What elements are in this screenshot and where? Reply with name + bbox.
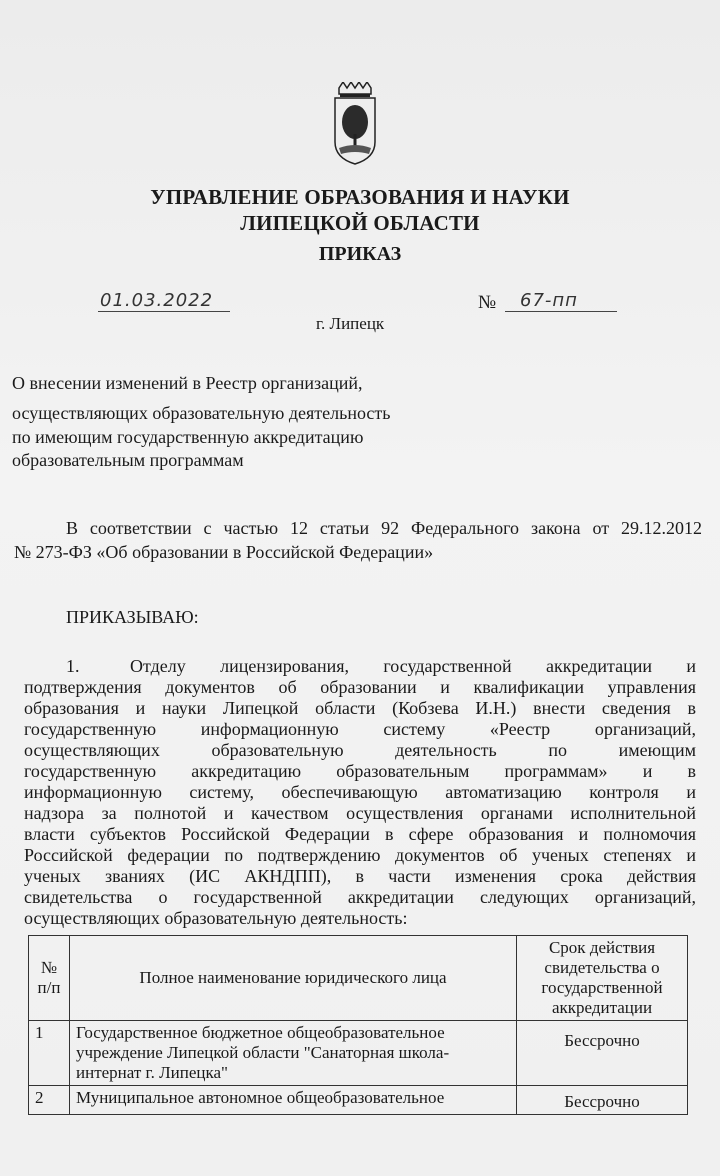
row-organization: Государственное бюджетное общеобразовательное учреждение Липецкой области "Санаторная школа-интернат г. Липецка" [70, 1021, 517, 1086]
item-line: Отделу лицензирования, государственной аккредитации и [130, 656, 696, 676]
item-line: Российской федерации по подтверждению документов об ученых степенях и [24, 845, 696, 865]
item-line: информационную систему, обеспечивающую автоматизацию контроля и [24, 782, 696, 802]
number-underline [505, 311, 617, 312]
item-line: государственную аккредитацию образовательным программам» и в [24, 761, 696, 781]
item-line: ученых званиях (ИС АКНДПП), в части изменения срока действия [24, 866, 696, 886]
document-type: ПРИКАЗ [318, 243, 402, 265]
header-term: Срок действия свидетельства о государственной аккредитации [517, 936, 688, 1021]
decree-word: ПРИКАЗЫВАЮ: [66, 607, 199, 627]
lipetsk-coat-of-arms-icon [331, 82, 379, 166]
organization-name-line2: ЛИПЕЦКОЙ ОБЛАСТИ [240, 211, 480, 235]
item-line: надзора за полнотой и качеством осуществления органами исполнительной [24, 803, 696, 823]
item-body [24, 677, 696, 929]
subject-line: О внесении изменений в Реестр организаций, [12, 373, 363, 393]
order-number: 67-пп [520, 290, 578, 311]
preamble-line: № 273-ФЗ «Об образовании в Российской Федерации» [14, 542, 434, 562]
header-name: Полное наименование юридического лица [70, 936, 517, 1021]
item-line: осуществляющих образовательную деятельность: [24, 908, 408, 928]
table-header-row [29, 936, 688, 1021]
number-sign: № [478, 292, 497, 313]
item-line: свидетельства о государственной аккредитации следующих организаций, [24, 887, 696, 907]
row-term: Бессрочно [517, 1086, 688, 1115]
table-row [29, 1086, 688, 1115]
subject-line: по имеющим государственную аккредитацию [12, 427, 364, 447]
organization-name-line1: УПРАВЛЕНИЕ ОБРАЗОВАНИЯ И НАУКИ [150, 185, 570, 209]
item-line: власти субъектов Российской Федерации в сфере образования и полномочия [24, 824, 696, 844]
subject-line: осуществляющих образовательную деятельность [12, 403, 391, 423]
preamble [66, 518, 702, 539]
row-number: 1 [29, 1021, 70, 1086]
item-line: государственную информационную систему «Реестр организаций, [24, 719, 696, 739]
row-number: 2 [29, 1086, 70, 1115]
item-number: 1. [66, 656, 80, 676]
date-underline [98, 311, 230, 312]
header-number: № п/п [29, 936, 70, 1021]
row-organization: Муниципальное автономное общеобразовательное [70, 1086, 517, 1115]
item-line: подтверждения документов об образовании и квалификации управления [24, 677, 696, 697]
item-line: образования и науки Липецкой области (Кобзева И.Н.) внести сведения в [24, 698, 696, 718]
subject-line: образовательным программам [12, 450, 244, 470]
city: г. Липецк [316, 314, 385, 333]
order-date: 01.03.2022 [100, 290, 214, 311]
item-line: осуществляющих образовательную деятельность по имеющим [24, 740, 696, 760]
preamble-line: В соответствии с частью 12 статьи 92 Федерального закона от 29.12.2012 [66, 518, 702, 538]
row-term: Бессрочно [517, 1021, 688, 1086]
table-row [29, 1021, 688, 1086]
registry-table [28, 935, 688, 1115]
